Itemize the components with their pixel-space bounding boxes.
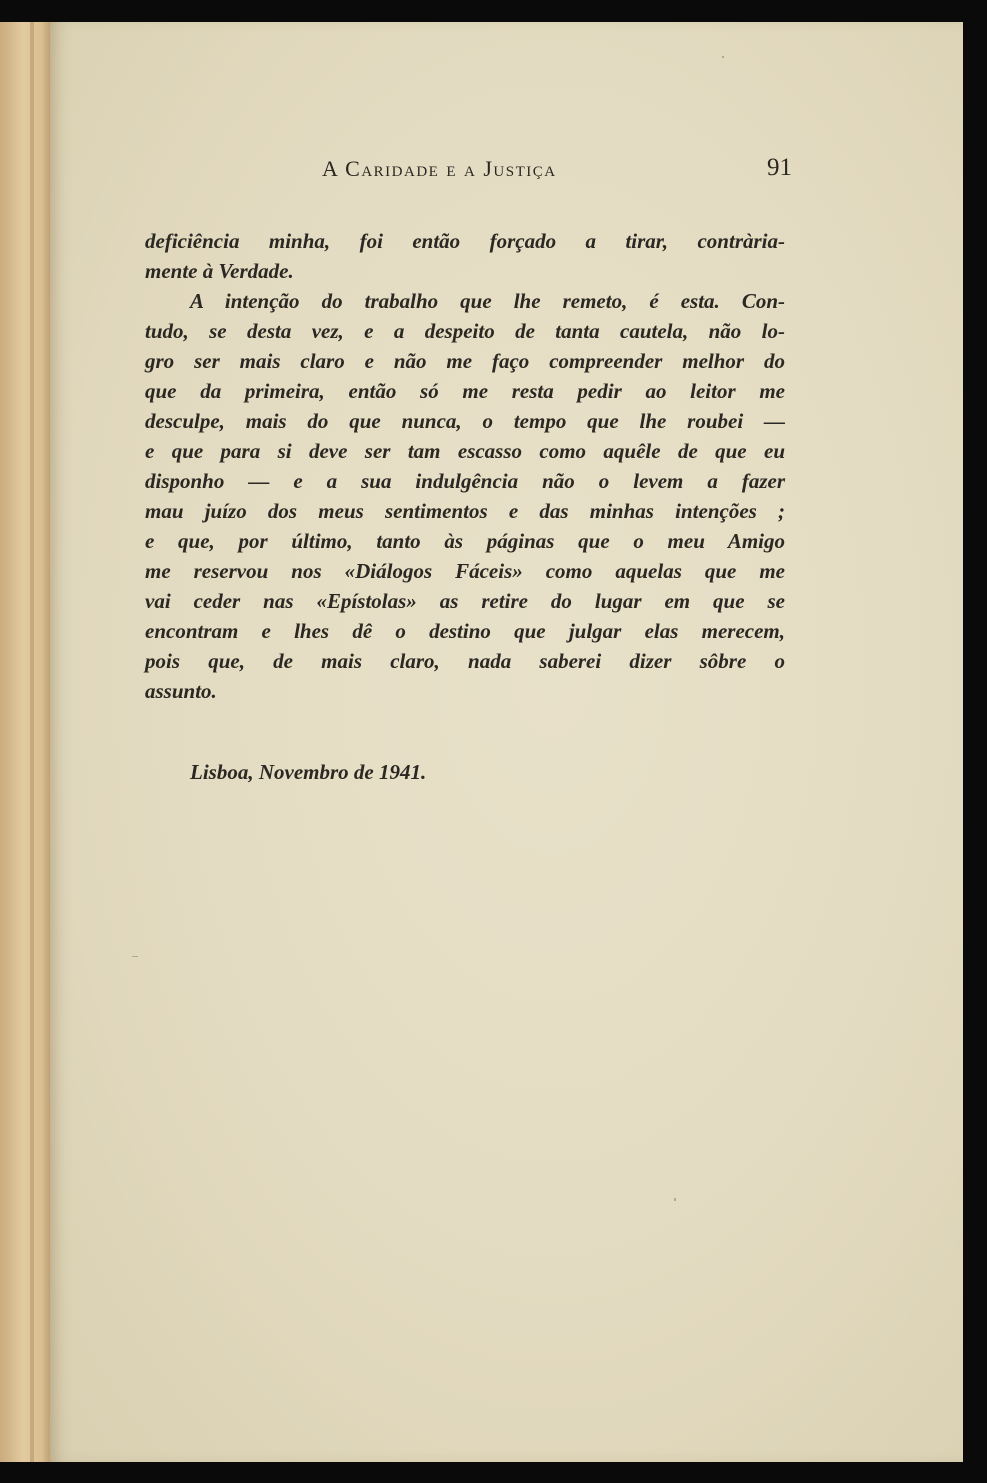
text-line: desculpe, mais do que nunca, o tempo que lhe roubei — [145,409,785,433]
text-line: assunto. [145,679,217,703]
text-line: tudo, se desta vez, e a despeito de tanta cautela, não lo- [145,319,785,343]
body-paragraphs [145,226,785,706]
text-line: mente à Verdade. [145,259,294,283]
paper-speck [132,956,138,957]
text-line: me reservou nos «Diálogos Fáceis» como aquelas que me [145,559,785,583]
text-line: que da primeira, então só me resta pedir ao leitor me [145,379,785,403]
text-line: deficiência minha, foi então forçado a tirar, contrària- [145,229,785,253]
paper-speck [674,1198,676,1201]
paper-speck [722,56,724,58]
text-line: e que, por último, tanto às páginas que o meu Amigo [145,529,785,553]
text-line: e que para si deve ser tam escasso como aquêle de que eu [145,439,785,463]
text-line: pois que, de mais claro, nada saberei dizer sôbre o [145,649,785,673]
text-line: A intenção do trabalho que lhe remeto, é esta. Con- [190,289,785,313]
page-fold-line [30,22,34,1462]
previous-page-edge [0,22,52,1462]
text-line: encontram e lhes dê o destino que julgar elas merecem, [145,619,785,643]
running-header-title: A Caridade e a Justiça [322,156,557,181]
place-and-date: Lisboa, Novembro de 1941. [190,760,427,784]
text-line: disponho — e a sua indulgência não o levem a fazer [145,469,785,493]
text-line: vai ceder nas «Epístolas» as retire do lugar em que se [145,589,785,613]
text-line: gro ser mais claro e não me faço compreender melhor do [145,349,785,373]
page-number: 91 [767,154,792,181]
text-line: mau juízo dos meus sentimentos e das minhas intenções ; [145,499,785,523]
